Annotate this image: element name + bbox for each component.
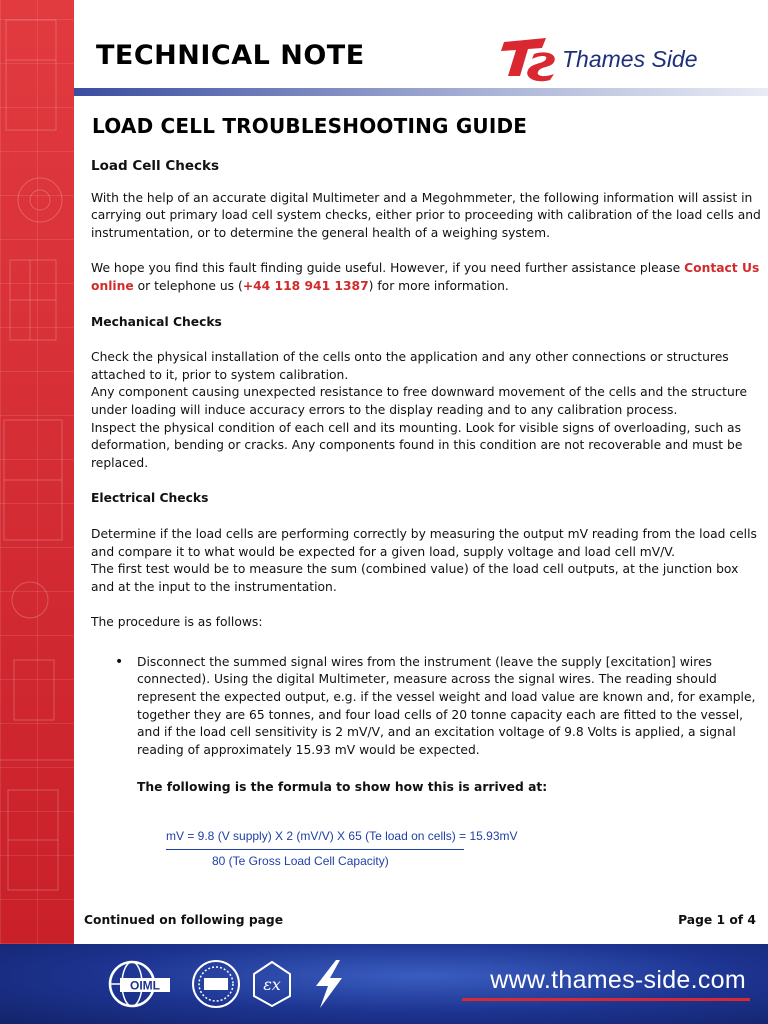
mechanical-paragraph-2: Any component causing unexpected resistance to free downward movement of the cells and the structure under loading will induce accuracy errors to the display reading and to any calibration process. bbox=[91, 385, 748, 417]
atex-explosion-proof-icon bbox=[250, 958, 294, 1010]
company-logo[interactable] bbox=[496, 32, 746, 82]
formula-numerator: mV = 9.8 (V supply) X 2 (mV/V) X 65 (Te load on cells) = 15.93mV bbox=[166, 829, 518, 843]
page-number: Page 1 of 4 bbox=[678, 913, 756, 927]
contact-paragraph bbox=[91, 260, 761, 295]
oiml-label: OIML bbox=[130, 978, 160, 993]
contact-post-text: ) for more information. bbox=[368, 278, 509, 293]
document-title: LOAD CELL TROUBLESHOOTING GUIDE bbox=[92, 114, 528, 138]
mechanical-paragraph-3: Inspect the physical condition of each cell and its mounting. Look for visible signs of overloading, such as deformation, bending or cracks. Any components found in this condition are not recoverable and must be replaced. bbox=[91, 420, 743, 470]
electrical-paragraph-1: Determine if the load cells are performing correctly by measuring the output mV reading from the load cells and compare it to what would be expected for a given load, supply voltage and load cell mV/V. bbox=[91, 526, 757, 559]
formula-denominator: 80 (Te Gross Load Cell Capacity) bbox=[212, 854, 389, 868]
contact-pre-text: We hope you find this fault finding guide useful. However, if you need further assistance please bbox=[91, 261, 685, 276]
side-decorative-band bbox=[0, 0, 74, 944]
formula-intro: The following is the formula to show how this is arrived at: bbox=[137, 780, 548, 795]
intro-paragraph: With the help of an accurate digital Multimeter and a Megohmmeter, the following information will assist in carrying out primary load cell system checks, either prior to proceeding with calibration of the load cells and instrumentation, or to determine the general health of a weighing system. bbox=[91, 190, 761, 240]
mechanical-paragraph-1: Check the physical installation of the cells onto the application and any other connections or structures attached to it, prior to system calibration. bbox=[91, 350, 729, 382]
procedure-list bbox=[91, 654, 761, 760]
formula-divider bbox=[166, 849, 464, 850]
section-heading: Load Cell Checks bbox=[91, 158, 220, 174]
header-rule bbox=[74, 88, 768, 96]
website-underline bbox=[462, 998, 750, 1001]
procedure-intro: The procedure is as follows: bbox=[91, 615, 263, 630]
website-link[interactable]: www.thames-side.com bbox=[490, 966, 746, 994]
oiml-certification-icon bbox=[106, 958, 172, 1010]
blueprint-drawing-icon bbox=[0, 0, 74, 944]
continued-note: Continued on following page bbox=[84, 913, 284, 927]
contact-mid-text: or telephone us ( bbox=[133, 278, 243, 293]
header-title: TECHNICAL NOTE bbox=[96, 40, 365, 71]
svg-text:εx: εx bbox=[263, 975, 281, 994]
formula bbox=[166, 829, 526, 868]
mechanical-heading: Mechanical Checks bbox=[91, 314, 222, 329]
phone-link[interactable]: +44 118 941 1387 bbox=[242, 278, 369, 293]
contact-us-link[interactable]: Contact Us online bbox=[91, 261, 760, 293]
lightning-bolt-icon bbox=[306, 958, 350, 1010]
thames-side-logo-icon bbox=[496, 32, 562, 82]
electrical-heading: Electrical Checks bbox=[91, 491, 209, 506]
list-item: • Disconnect the summed signal wires from the instrument (leave the supply [excitation] wires connected). Using the digital Multimeter, measure across the signal wires. The reading should represent the expected output, e.g. if the vessel weight and load value are known and, for example, together they are 65 tonnes, and four load cells of 20 tonne capacity each are fitted to the vessel, and if the load cell sensitivity is 2 mV/V, and an excitation voltage of 9.8 Volts is applied, a signal reading of approximately 15.93 mV would be expected. bbox=[137, 654, 761, 760]
electrical-paragraph-2: The first test would be to measure the sum (combined value) of the load cell outputs, at the junction box and at the input to the instrumentation. bbox=[91, 562, 739, 594]
logo-text: Thames Side bbox=[562, 46, 698, 72]
footer-band bbox=[0, 944, 768, 1024]
ntep-certification-icon bbox=[190, 958, 242, 1010]
document-body bbox=[91, 158, 761, 797]
